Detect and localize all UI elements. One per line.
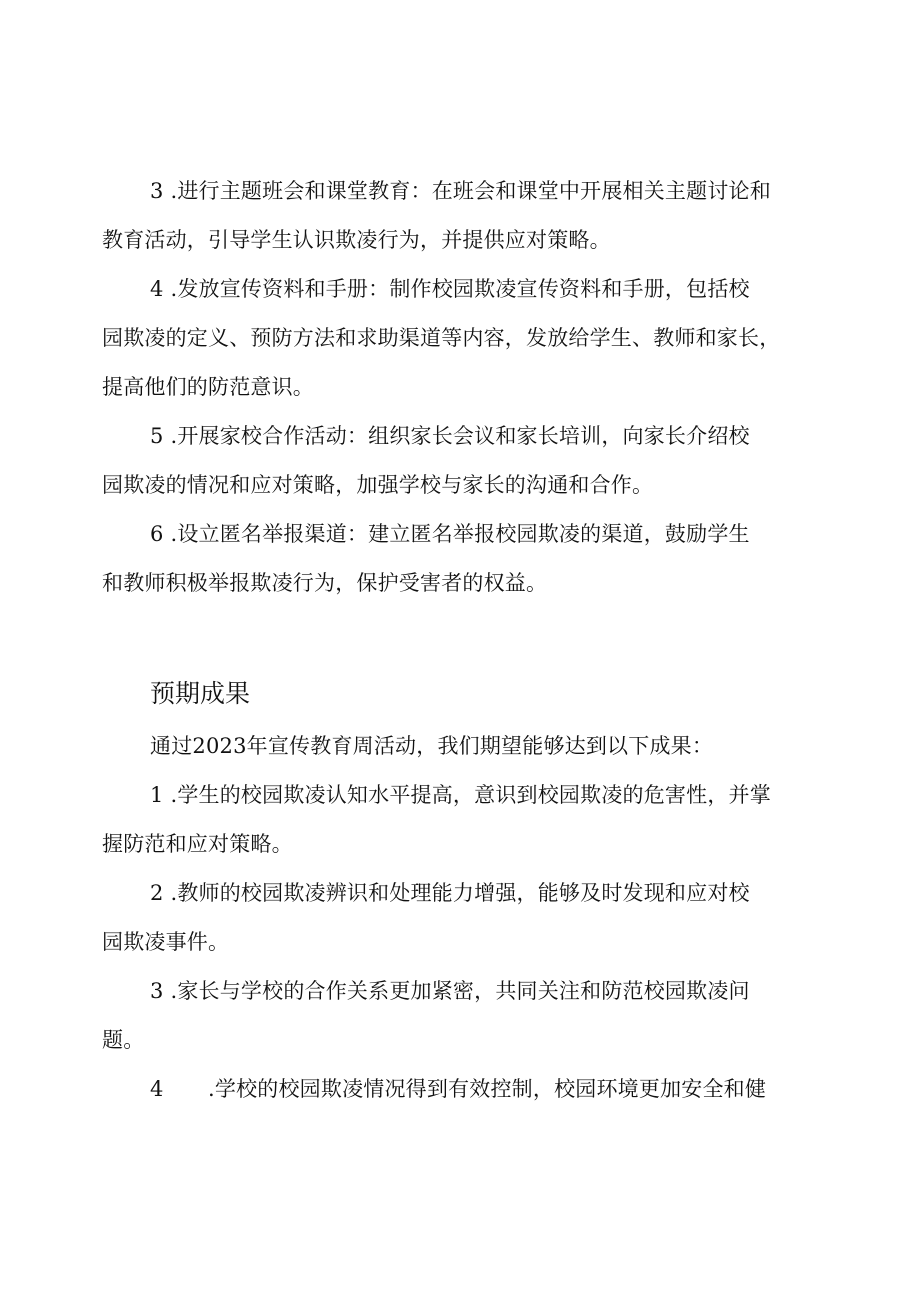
measure-5-line-1 (150, 421, 750, 451)
measure-6-line-2: 和教师积极举报欺凌行为，保护受害者的权益。 (102, 571, 548, 595)
measure-5-number: 5 (150, 424, 164, 448)
outcome-1-text-1: .学生的校园欺凌认知水平提高，意识到校园欺凌的危害性，并掌 (170, 783, 771, 807)
outcome-4-line-1 (150, 1074, 766, 1104)
outcome-2-text-1: .教师的校园欺凌辨识和处理能力增强，能够及时发现和应对校 (170, 881, 750, 905)
outcome-2-number: 2 (150, 881, 164, 905)
outcome-1-number: 1 (150, 783, 164, 807)
measure-4-line-3: 提高他们的防范意识。 (102, 375, 314, 399)
outcome-3-number: 3 (150, 979, 164, 1003)
outcome-3-line-1 (150, 976, 750, 1006)
outcome-4-text-1: .学校的校园欺凌情况得到有效控制，校园环境更加安全和健 (208, 1077, 767, 1101)
measure-4-number: 4 (150, 277, 164, 301)
measure-3-text-1: .进行主题班会和课堂教育：在班会和课堂中开展相关主题讨论和 (170, 179, 771, 203)
outcome-2-line-1 (150, 878, 750, 908)
outcome-1-line-1 (150, 780, 771, 810)
measure-3-line-1 (150, 176, 771, 206)
outcome-4-number: 4 (150, 1077, 164, 1101)
measure-5-line-2: 园欺凌的情况和应对策略，加强学校与家长的沟通和合作。 (102, 473, 654, 497)
outcome-3-text-1: .家长与学校的合作关系更加紧密，共同关注和防范校园欺凌问 (170, 979, 750, 1003)
measure-5-text-1: .开展家校合作活动：组织家长会议和家长培训，向家长介绍校 (170, 424, 750, 448)
measure-6-text-1: .设立匿名举报渠道：建立匿名举报校园欺凌的渠道，鼓励学生 (170, 522, 750, 546)
measure-6-number: 6 (150, 522, 164, 546)
measure-4-line-2: 园欺凌的定义、预防方法和求助渠道等内容，发放给学生、教师和家长， (102, 326, 781, 350)
outcomes-intro: 通过2023年宣传教育周活动，我们期望能够达到以下成果： (150, 734, 714, 758)
outcome-3-line-2: 题。 (102, 1028, 145, 1052)
measure-3-number: 3 (150, 179, 164, 203)
section-heading-outcomes: 预期成果 (150, 679, 251, 708)
measure-3-line-2: 教育活动，引导学生认识欺凌行为，并提供应对策略。 (102, 228, 611, 252)
outcome-2-line-2: 园欺凌事件。 (102, 930, 230, 954)
outcome-1-line-2: 握防范和应对策略。 (102, 832, 293, 856)
measure-4-line-1 (150, 274, 750, 304)
measure-6-line-1 (150, 519, 750, 549)
measure-4-text-1: .发放宣传资料和手册：制作校园欺凌宣传资料和手册，包括校 (170, 277, 750, 301)
